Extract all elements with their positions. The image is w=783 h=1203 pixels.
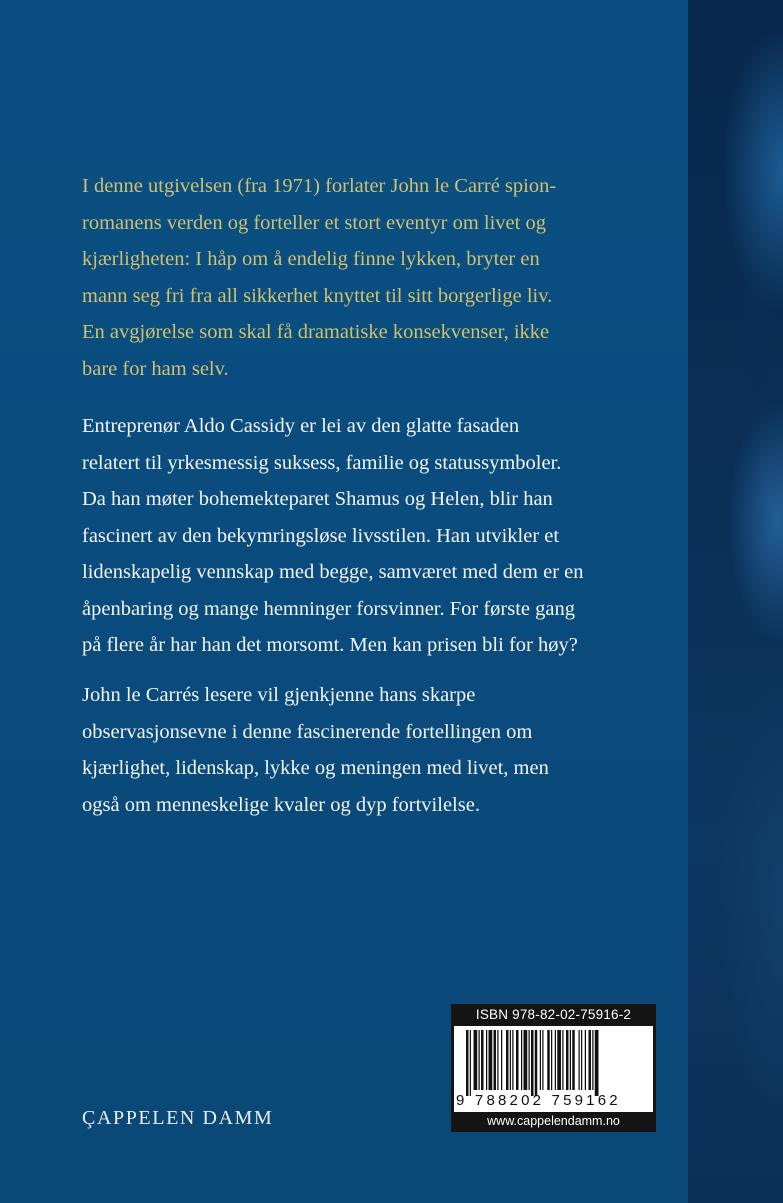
description-line: lidenskapelig vennskap med begge, samværet med dem er en xyxy=(82,561,584,583)
description-line: åpenbaring og mange hemninger forsvinner. For første gang xyxy=(82,597,576,620)
publisher-website: www.cappelendamm.no xyxy=(487,1114,620,1128)
closing-line: også om menneskelige kvaler og dyp fortvilelse. xyxy=(82,793,480,816)
closing-paragraph xyxy=(82,677,682,823)
closing-line: kjærlighet, lidenskap, lykke og meningen med livet, men xyxy=(82,757,549,779)
cover-photo-edge xyxy=(688,0,783,1203)
intro-paragraph xyxy=(82,168,682,387)
publisher-logo: ÇAPPELEN DAMM xyxy=(82,1107,274,1129)
barcode-digits: 9 788202 759162 xyxy=(456,1092,621,1109)
intro-line: En avgjørelse som skal få dramatiske konsekvenser, ikke xyxy=(82,321,550,343)
closing-line: observasjonsevne i denne fascinerende fortellingen om xyxy=(82,720,533,743)
isbn-barcode-box xyxy=(451,1004,656,1132)
description-line: Da han møter bohemekteparet Shamus og Helen, blir han xyxy=(82,488,553,510)
intro-line: I denne utgivelsen (fra 1971) forlater John le Carré spion- xyxy=(82,175,557,197)
intro-line: romanens verden og forteller et stort eventyr om livet og xyxy=(82,211,546,234)
intro-line: bare for ham selv. xyxy=(82,357,229,380)
description-line: relatert til yrkesmessig suksess, familie og statussymboler. xyxy=(82,451,562,474)
barcode xyxy=(454,1026,653,1112)
isbn-label: ISBN 978-82-02-75916-2 xyxy=(475,1007,632,1022)
description-paragraph xyxy=(82,408,682,664)
description-line: på flere år har han det morsomt. Men kan prisen bli for høy? xyxy=(82,634,578,656)
intro-line: kjærligheten: I håp om å endelig finne lykken, bryter en xyxy=(82,248,540,270)
description-line: fascinert av den bekymringsløse livsstilen. Han utvikler et xyxy=(82,524,560,547)
closing-line: John le Carrés lesere vil gjenkjenne hans skarpe xyxy=(82,684,476,706)
intro-line: mann seg fri fra all sikkerhet knyttet til sitt borgerlige liv. xyxy=(82,284,553,307)
description-line: Entreprenør Aldo Cassidy er lei av den glatte fasaden xyxy=(82,415,520,437)
